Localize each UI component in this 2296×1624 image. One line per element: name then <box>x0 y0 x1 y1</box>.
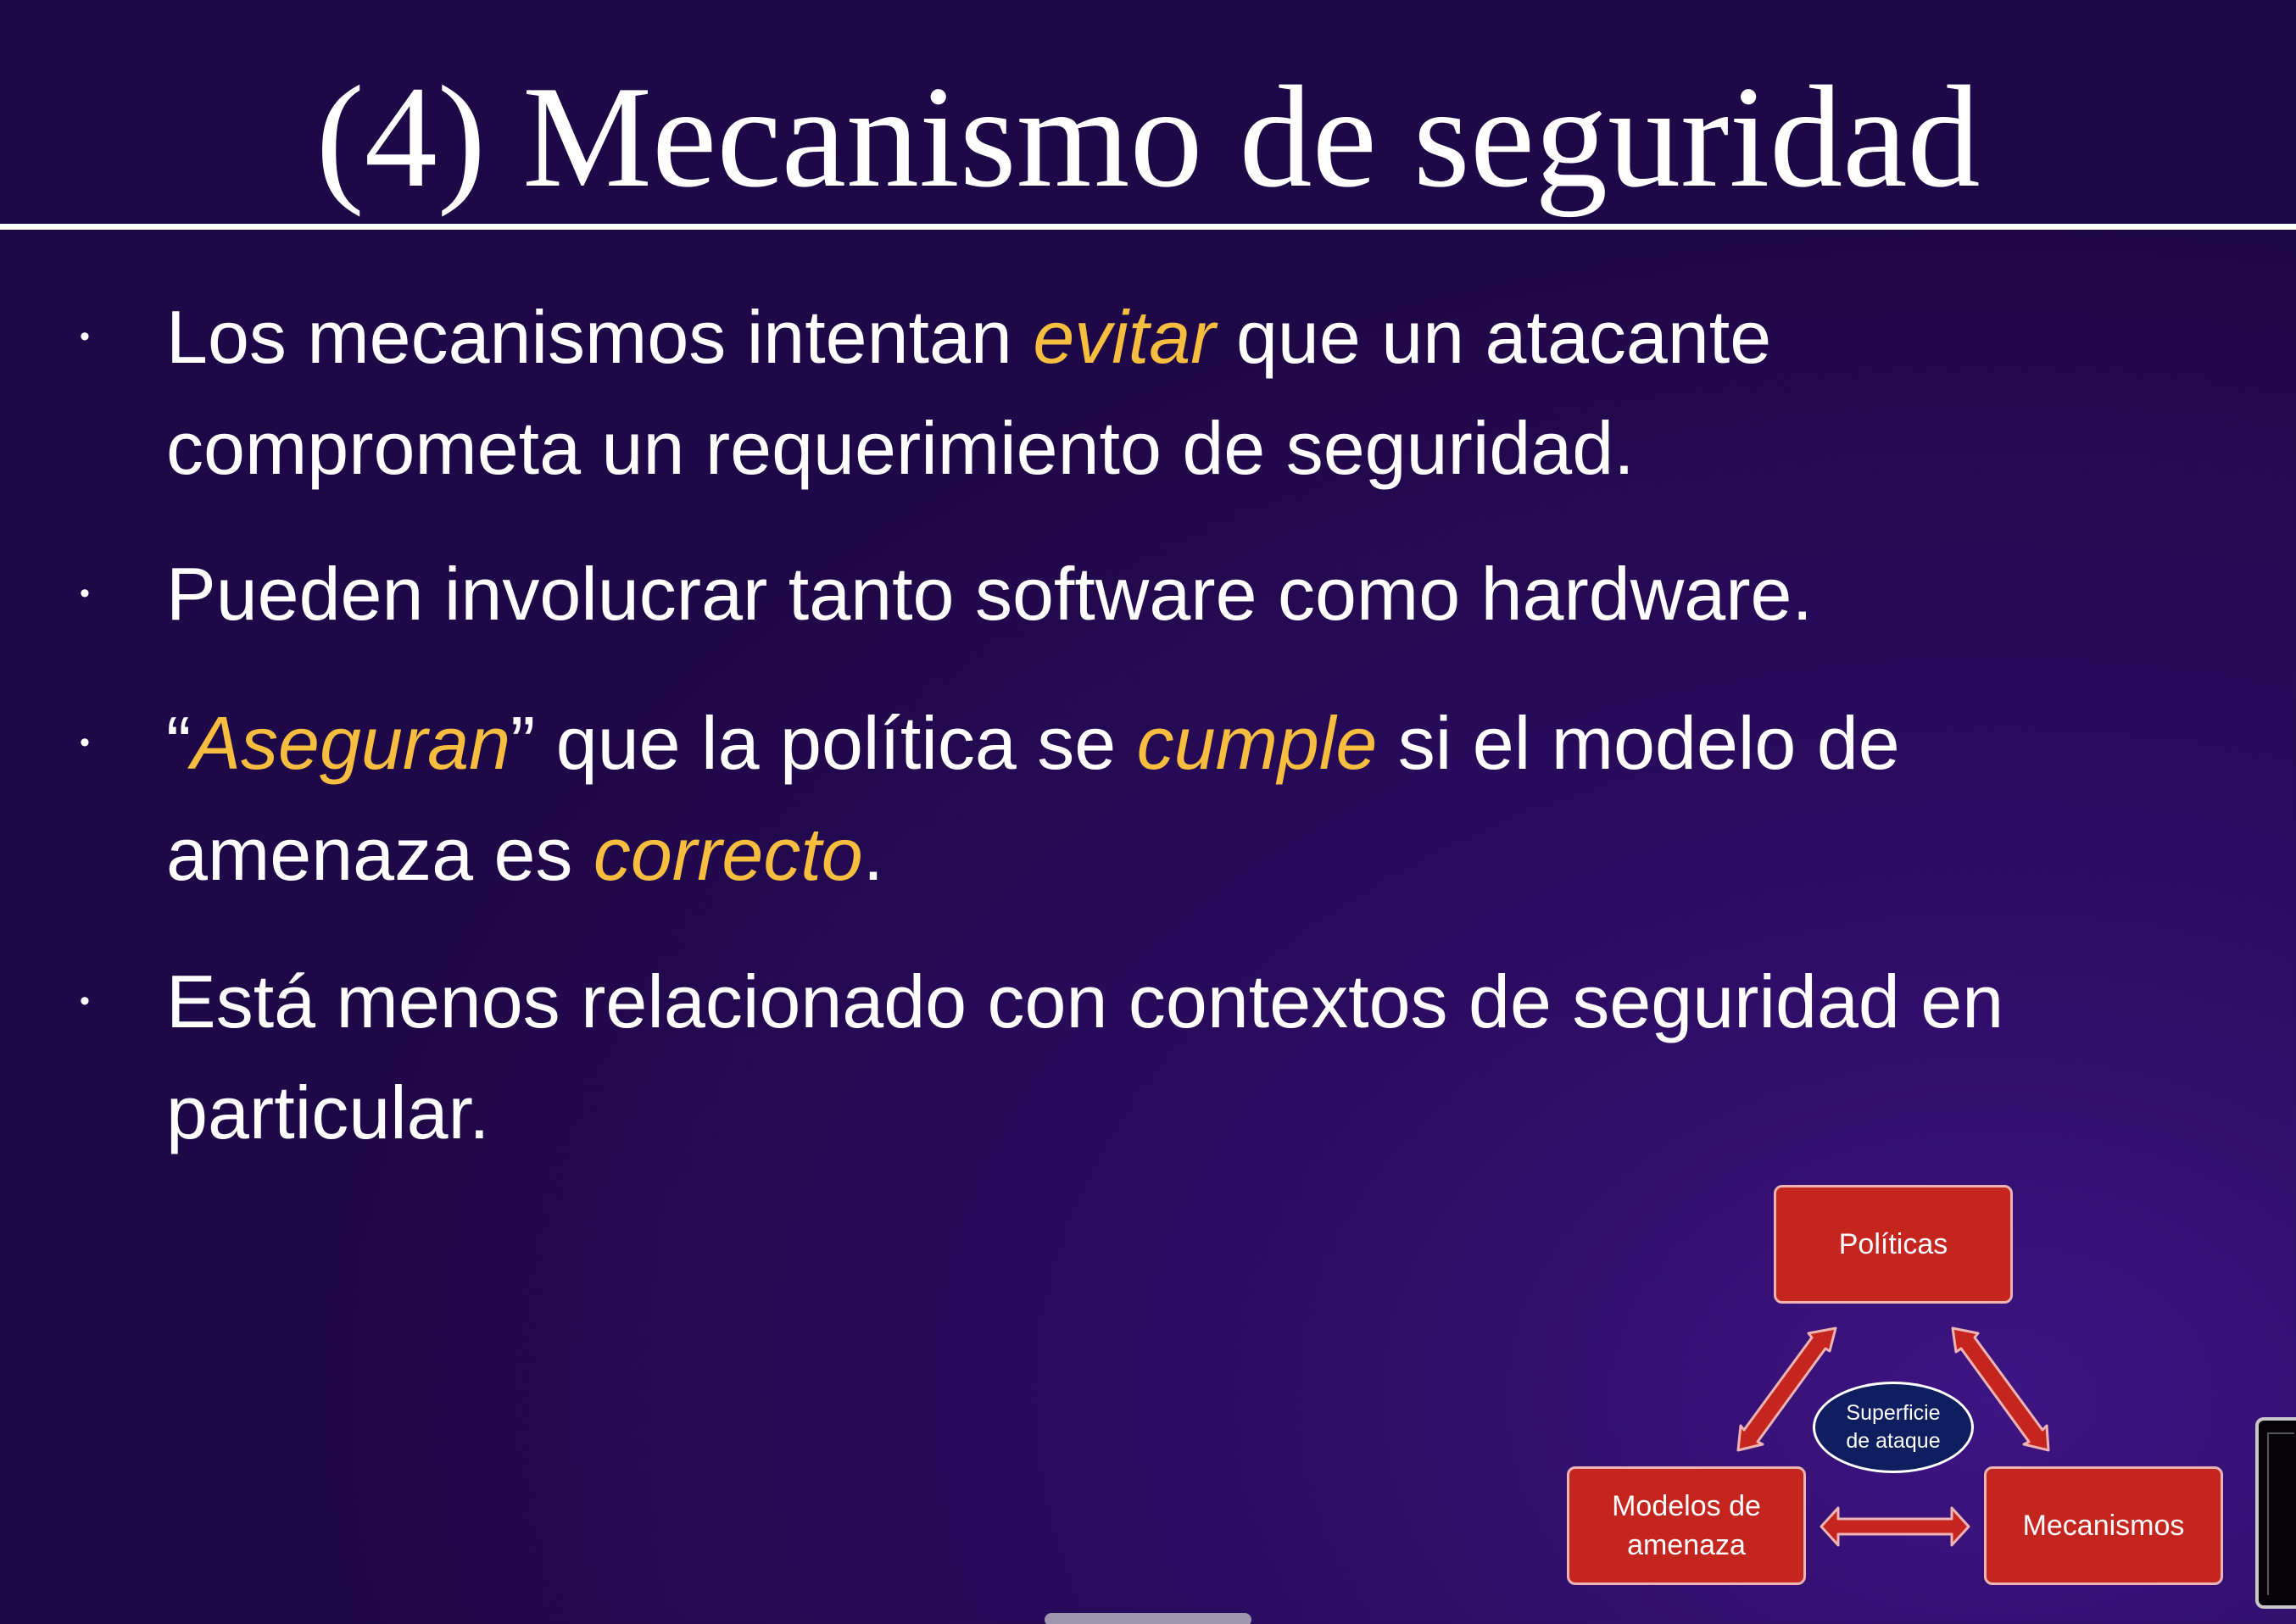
bullet-marker: • <box>80 726 90 759</box>
bullet-1-text: comprometa un requerimiento de seguridad. <box>166 406 1635 490</box>
bullet-4-text: Está menos relacionado con contextos de seguridad en <box>166 959 2004 1043</box>
title-divider <box>0 224 2296 230</box>
attack-surface-label-line1: Superficie <box>1846 1401 1941 1425</box>
bullet-marker: • <box>80 320 90 353</box>
bullet-3-emphasis: Aseguran <box>191 701 511 785</box>
mechanisms-label: Mecanismos <box>2022 1510 2185 1542</box>
bullet-4 <box>166 946 2159 1168</box>
double-arrow-icon <box>1821 1508 1969 1545</box>
bullet-1-text: que un atacante <box>1215 295 1772 379</box>
threat-models-box <box>1567 1466 1806 1585</box>
bullet-3 <box>166 687 2159 909</box>
bullet-3-text: ” que la política se <box>510 701 1137 785</box>
security-diagram <box>1560 1178 2238 1593</box>
bullet-3-emphasis: cumple <box>1136 701 1378 785</box>
bullet-3-text: amenaza es <box>166 812 594 896</box>
bullet-1-text: Los mecanismos intentan <box>166 295 1034 379</box>
bullet-4-text: particular. <box>166 1071 490 1154</box>
attack-surface-label <box>1846 1399 1940 1455</box>
bullet-2 <box>166 538 2159 649</box>
bullet-1 <box>166 281 2159 503</box>
policies-box <box>1774 1185 2013 1304</box>
adjacent-window-edge <box>2255 1417 2296 1609</box>
bullet-3-text: . <box>862 812 884 896</box>
threat-models-label <box>1612 1487 1761 1565</box>
attack-surface-oval <box>1813 1382 1974 1473</box>
slide-title: (4) Mecanismo de seguridad <box>315 57 1981 218</box>
bullet-marker: • <box>80 577 90 609</box>
bullet-3-emphasis: correcto <box>593 812 863 896</box>
mechanisms-box <box>1984 1466 2223 1585</box>
scroll-handle[interactable] <box>1045 1613 1251 1624</box>
adjacent-window-frame <box>2267 1432 2294 1595</box>
bullet-3-text: si el modelo de <box>1377 701 1900 785</box>
threat-models-label-line1: Modelos de <box>1612 1490 1761 1522</box>
bullet-2-text: Pueden involucrar tanto software como hardware. <box>166 552 1813 636</box>
bullet-3-text: “ <box>166 701 192 785</box>
bullet-1-emphasis: evitar <box>1033 295 1216 379</box>
bullet-marker: • <box>80 985 90 1017</box>
policies-label: Políticas <box>1838 1228 1948 1260</box>
attack-surface-label-line2: de ataque <box>1846 1429 1941 1453</box>
threat-models-label-line2: amenaza <box>1627 1529 1746 1561</box>
